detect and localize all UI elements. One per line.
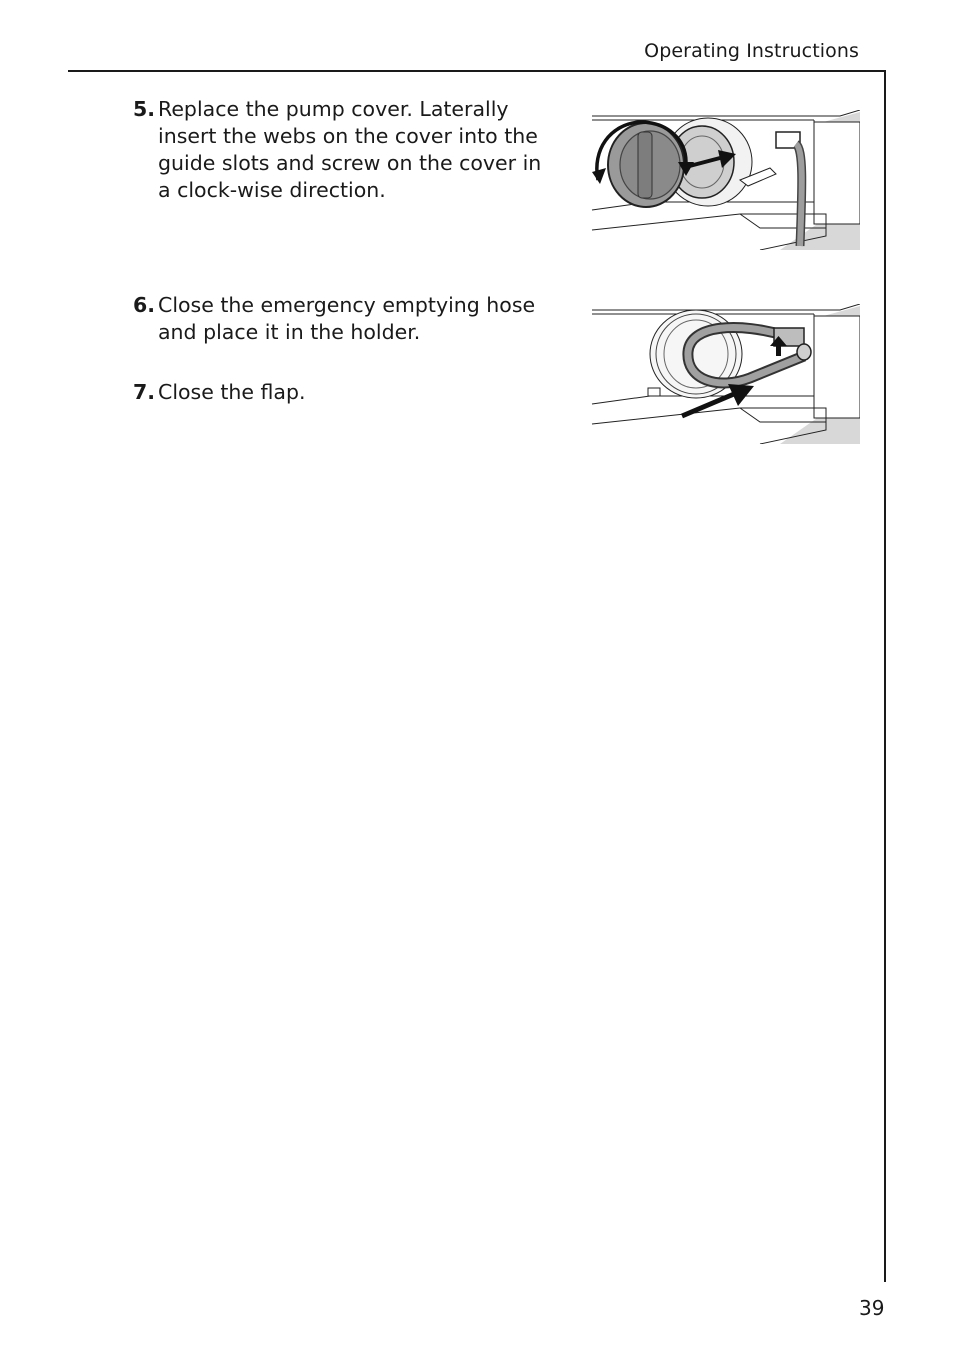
step-number: 6.	[133, 293, 156, 317]
step-number: 5.	[133, 97, 156, 121]
step-6	[133, 292, 553, 346]
running-header: Operating Instructions	[644, 40, 859, 62]
header-rule	[68, 70, 886, 72]
pump-cover-illustration	[590, 110, 860, 250]
step-7	[133, 379, 553, 406]
step-text: Close the flap.	[158, 380, 306, 404]
margin-rule	[884, 70, 886, 1282]
step-text: Close the emergency emptying hose and place it in the holder.	[158, 293, 536, 344]
step-5	[133, 96, 553, 204]
page-number: 39	[859, 1296, 885, 1320]
hose-holder-illustration	[590, 304, 860, 444]
step-number: 7.	[133, 380, 156, 404]
step-text: Replace the pump cover. Laterally insert the webs on the cover into the guide slots and screw on the cover in a clock-wise direction.	[158, 97, 542, 202]
